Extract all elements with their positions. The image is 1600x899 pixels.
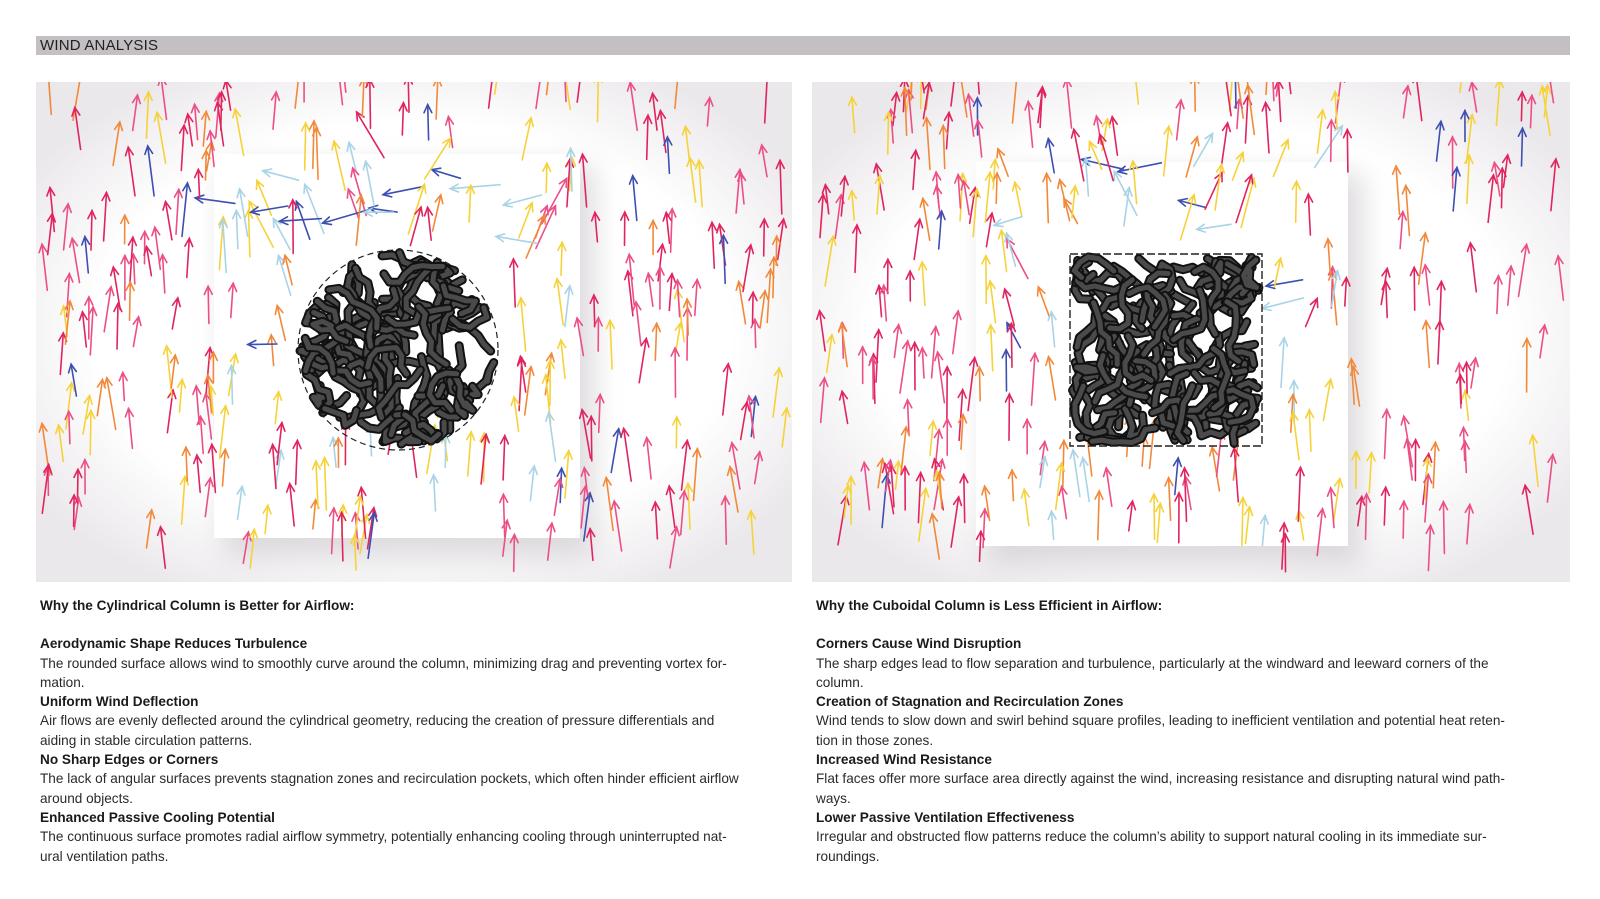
cylindrical-item-2: [40, 692, 800, 750]
item-body-line: The rounded surface allows wind to smoothly curve around the column, minimizing drag and preventing vortex for-: [40, 655, 727, 671]
item-title: Enhanced Passive Cooling Potential: [40, 809, 275, 825]
wind-diagram-cylindrical: [36, 82, 792, 582]
cylindrical-item-3: [40, 750, 800, 808]
cylindrical-item-1: [40, 634, 800, 692]
item-body-line: Flat faces offer more surface area directly against the wind, increasing resistance and disrupting natural wind path-: [816, 771, 1505, 787]
item-body-line: Air flows are evenly deflected around the cylindrical geometry, reducing the creation of pressure differentials and: [40, 713, 715, 729]
item-title: Lower Passive Ventilation Effectiveness: [816, 809, 1075, 825]
cuboidal-heading: Why the Cuboidal Column is Less Efficient in Airflow:: [816, 598, 1163, 613]
item-body-line: ways.: [816, 790, 851, 806]
wind-diagram-cuboidal: [812, 82, 1570, 582]
item-title: Uniform Wind Deflection: [40, 694, 199, 710]
item-title: Corners Cause Wind Disruption: [816, 636, 1022, 652]
header-bar: [36, 36, 1570, 55]
cuboidal-item-2: [816, 692, 1576, 750]
item-title: Aerodynamic Shape Reduces Turbulence: [40, 636, 308, 652]
cylindrical-explanation: [40, 596, 800, 866]
item-body-line: ural ventilation paths.: [40, 848, 169, 864]
item-title: Increased Wind Resistance: [816, 752, 992, 768]
item-body-line: mation.: [40, 674, 85, 690]
cylindrical-heading: Why the Cylindrical Column is Better for Airflow:: [40, 598, 355, 613]
item-body-line: aiding in stable circulation patterns.: [40, 732, 253, 748]
wind-field-right: [812, 82, 1570, 582]
cuboidal-item-4: [816, 808, 1576, 866]
item-body-line: Irregular and obstructed flow patterns reduce the column’s ability to support natural cooling in its immediate sur-: [816, 829, 1487, 845]
item-body-line: column.: [816, 674, 864, 690]
item-title: No Sharp Edges or Corners: [40, 752, 219, 768]
item-body-line: tion in those zones.: [816, 732, 934, 748]
item-body-line: The sharp edges lead to flow separation and turbulence, particularly at the windward and leeward corners of the: [816, 655, 1489, 671]
wind-field-left: [36, 82, 792, 582]
item-body-line: Wind tends to slow down and swirl behind square profiles, leading to inefficient ventilation and potential heat reten-: [816, 713, 1505, 729]
item-title: Creation of Stagnation and Recirculation Zones: [816, 694, 1124, 710]
item-body-line: The continuous surface promotes radial airflow symmetry, potentially enhancing cooling through uninterrupted nat-: [40, 829, 727, 845]
item-body-line: around objects.: [40, 790, 133, 806]
cuboidal-explanation: [816, 596, 1576, 866]
cuboidal-item-3: [816, 750, 1576, 808]
item-body-line: roundings.: [816, 848, 880, 864]
cuboidal-item-1: [816, 634, 1576, 692]
item-body-line: The lack of angular surfaces prevents stagnation zones and recirculation pockets, which often hinder efficient airflow: [40, 771, 739, 787]
page-title: WIND ANALYSIS: [40, 37, 159, 54]
cylindrical-item-4: [40, 808, 800, 866]
